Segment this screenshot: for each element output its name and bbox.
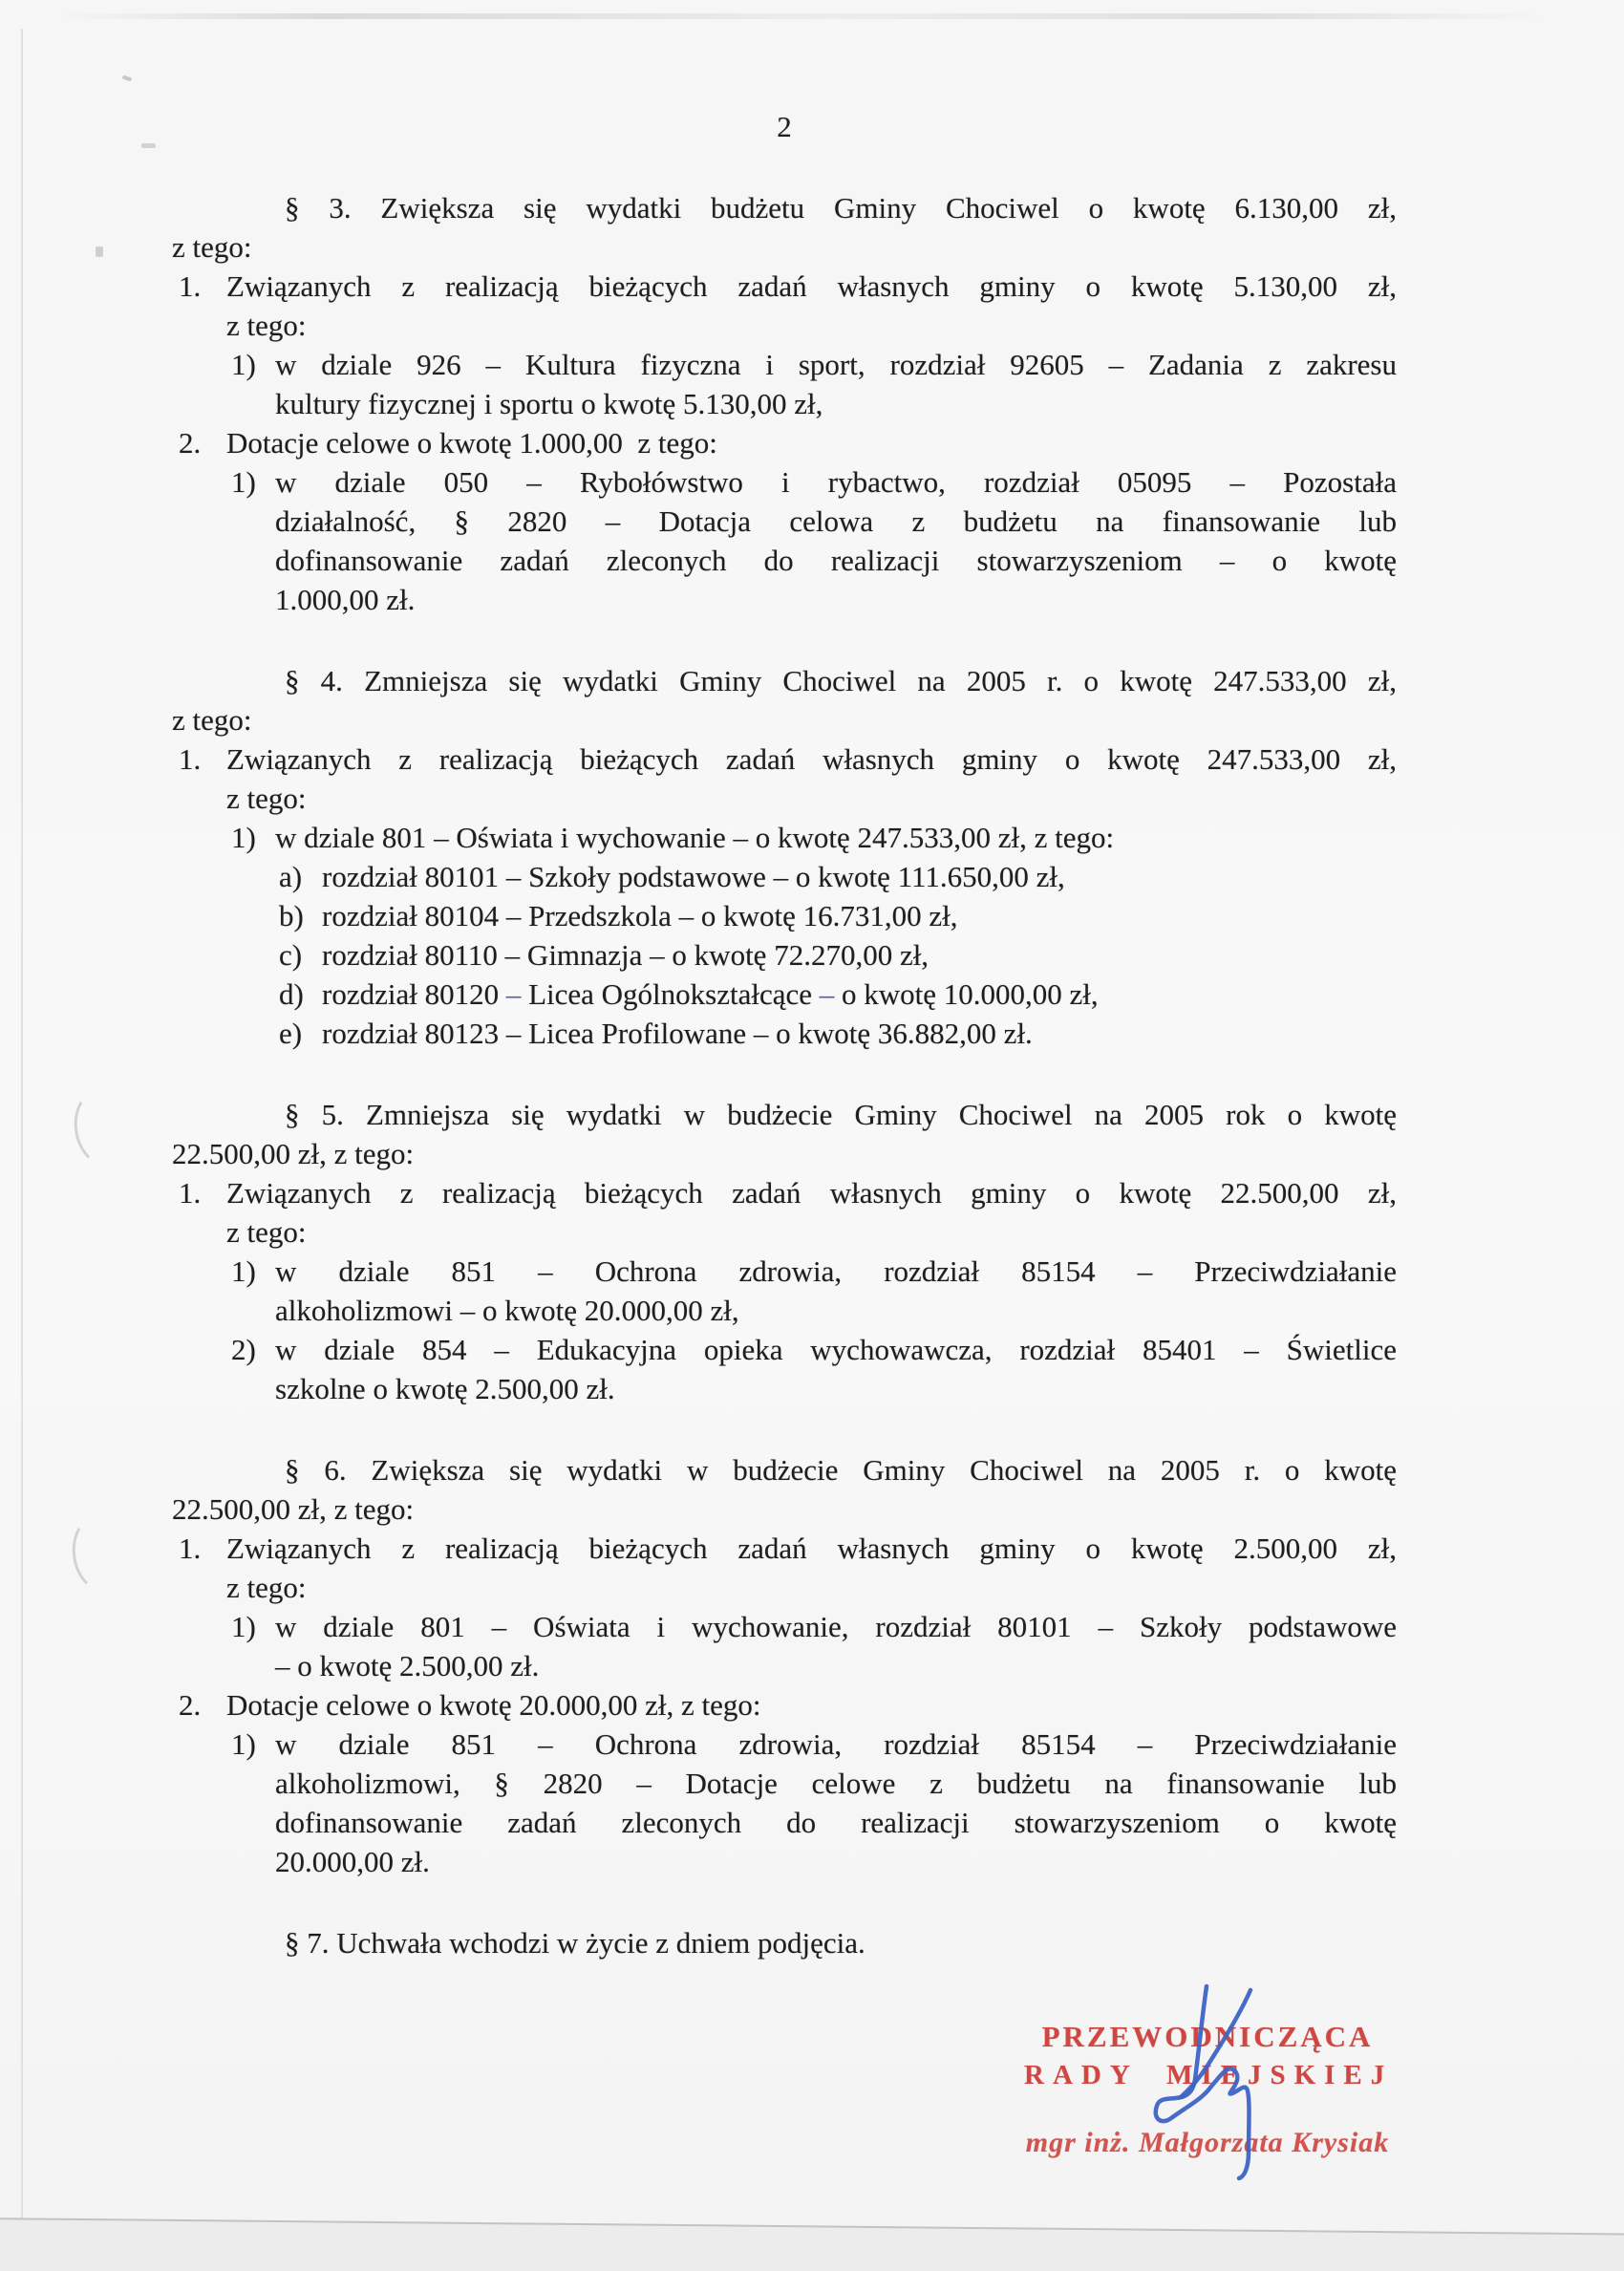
list-item [179,739,1397,818]
text-line: z tego: [226,309,307,342]
pen-mark-dash: – [505,977,522,1011]
text-line: 20.000,00 zł. [275,1845,430,1878]
text-line: w dziale 854 – Edukacyjna opieka wychowawcza, rozdział 85401 – Świetlice [275,1333,1397,1366]
text-line: alkoholizmowi, § 2820 – Dotacje celowe z budżetu na finansowanie lub [275,1767,1397,1800]
text-line: § 7. Uchwała wchodzi w życie z dniem podjęcia. [285,1926,865,1960]
list-item [231,1330,1397,1408]
list-item [179,267,1397,345]
text-line: rozdział 80110 – Gimnazja – o kwotę 72.270,00 zł, [322,938,930,972]
list-item [179,1529,1397,1607]
text-line: alkoholizmowi – o kwotę 20.000,00 zł, [275,1294,739,1327]
scan-bottom-edge [0,2217,1624,2271]
page-number [172,107,1397,146]
text-line: Dotacje celowe o kwotę 20.000,00 zł, z tego: [226,1688,761,1722]
text-line: w dziale 926 – Kultura fizyczna i sport, rozdział 92605 – Zadania z zakresu [275,348,1397,381]
text-line: § 6. Zwiększa się wydatki w budżecie Gminy Chociwel na 2005 r. o kwotę [285,1453,1397,1487]
text-segment: o kwotę 10.000,00 zł, [834,977,1099,1011]
list-item [231,1725,1397,1881]
scan-speck [96,246,103,257]
scan-paper-edge-left [21,29,23,2218]
list-item [279,975,1397,1014]
text-line: 1.000,00 zł. [275,583,416,616]
text-line: z tego: [226,1571,307,1604]
list-marker: e) [279,1017,303,1050]
text-line: z tego: [172,230,252,264]
text-line: w dziale 851 – Ochrona zdrowia, rozdział 85154 – Przeciwdziałanie [275,1254,1397,1288]
text-line: § 5. Zmniejsza się wydatki w budżecie Gminy Chociwel na 2005 rok o kwotę [285,1098,1397,1131]
text-line: Związanych z realizacją bieżących zadań własnych gminy o kwotę 247.533,00 zł, [226,742,1397,776]
text-line: działalność, § 2820 – Dotacja celowa z budżetu na finansowanie lub [275,504,1397,538]
list-marker: b) [279,899,304,932]
stamp-signer-name: mgr inż. Małgorzata Krysiak [1025,2127,1390,2158]
text-line: w dziale 801 – Oświata i wychowanie – o kwotę 247.533,00 zł, z tego: [275,821,1115,854]
list-marker: 1. [179,1176,202,1210]
list-item [179,1173,1397,1252]
text-line: § 4. Zmniejsza się wydatki Gminy Chociwel na 2005 r. o kwotę 247.533,00 zł, [285,664,1397,697]
list-item [279,935,1397,975]
list-marker: 2) [231,1333,256,1366]
scan-top-smudge [57,13,1548,19]
list-item [231,1607,1397,1685]
list-marker: 1) [231,348,256,381]
text-line: Związanych z realizacją bieżących zadań własnych gminy o kwotę 5.130,00 zł, [226,269,1397,303]
text-line [322,975,1397,1014]
text-line: 22.500,00 zł, z tego: [172,1137,415,1170]
list-marker: 2. [179,1688,202,1722]
list-marker: d) [279,977,304,1011]
list-item [231,345,1397,423]
list-item [179,1685,1397,1725]
signature-stroke [1156,1986,1250,2178]
list-item [179,423,1397,462]
paragraph [172,661,1397,739]
list-marker: c) [279,938,303,972]
text-line: rozdział 80104 – Przedszkola – o kwotę 16.731,00 zł, [322,899,958,932]
list-marker: 1. [179,1532,202,1565]
text-segment: rozdział 80120 [322,977,506,1011]
text-line: z tego: [172,703,252,737]
text-line: dofinansowanie zadań zleconych do realizacji stowarzyszeniom – o kwotę [275,544,1397,577]
text-line: dofinansowanie zadań zleconych do realizacji stowarzyszeniom o kwotę [275,1806,1397,1839]
list-marker: a) [279,860,303,893]
paragraph [172,1450,1397,1529]
list-item [279,857,1397,896]
text-segment: Licea Ogólnokształcące [521,977,820,1011]
list-marker: 1) [231,465,256,499]
text-line: 2 [777,110,792,143]
list-item [231,818,1397,857]
stamp-subtitle: RADY MIEJSKIEJ [1024,2060,1394,2090]
list-marker: 1) [231,821,256,854]
text-line: w dziale 801 – Oświata i wychowanie, rozdział 80101 – Szkoły podstawowe [275,1610,1397,1643]
text-line: kultury fizycznej i sportu o kwotę 5.130,00 zł, [275,387,823,420]
text-line: § 3. Zwiększa się wydatki budżetu Gminy Chociwel o kwotę 6.130,00 zł, [285,191,1397,225]
text-line: w dziale 050 – Rybołówstwo i rybactwo, rozdział 05095 – Pozostała [275,465,1397,499]
list-item [279,896,1397,935]
handwritten-signature [1041,1964,1271,2198]
pen-mark-dash: – [819,977,835,1011]
text-line: Związanych z realizacją bieżących zadań własnych gminy o kwotę 22.500,00 zł, [226,1176,1397,1210]
text-line: 22.500,00 zł, z tego: [172,1492,415,1526]
text-line: rozdział 80123 – Licea Profilowane – o kwotę 36.882,00 zł. [322,1017,1033,1050]
list-item [231,462,1397,619]
list-item [231,1252,1397,1330]
list-marker: 1) [231,1254,256,1288]
list-marker: 1. [179,269,202,303]
text-line: z tego: [226,1215,307,1249]
text-line: – o kwotę 2.500,00 zł. [275,1649,540,1682]
stamp-title: PRZEWODNICZĄCA [1041,2020,1374,2053]
scan-speck [141,143,156,148]
paragraph [172,188,1397,267]
text-line: Dotacje celowe o kwotę 1.000,00 z tego: [226,426,717,460]
text-line: Związanych z realizacją bieżących zadań własnych gminy o kwotę 2.500,00 zł, [226,1532,1397,1565]
scan-artifact-arc [68,1511,134,1595]
document-body [172,107,1397,1962]
paragraph [172,1923,1397,1962]
list-marker: 1) [231,1727,256,1761]
text-line: z tego: [226,782,307,815]
scan-speck [122,75,133,82]
paragraph [172,1095,1397,1173]
list-item [279,1014,1397,1053]
scan-artifact-arc [70,1085,136,1168]
list-marker: 2. [179,426,202,460]
text-line: w dziale 851 – Ochrona zdrowia, rozdział 85154 – Przeciwdziałanie [275,1727,1397,1761]
list-marker: 1) [231,1610,256,1643]
list-marker: 1. [179,742,202,776]
text-line: rozdział 80101 – Szkoły podstawowe – o kwotę 111.650,00 zł, [322,860,1065,893]
text-line: szkolne o kwotę 2.500,00 zł. [275,1372,615,1405]
